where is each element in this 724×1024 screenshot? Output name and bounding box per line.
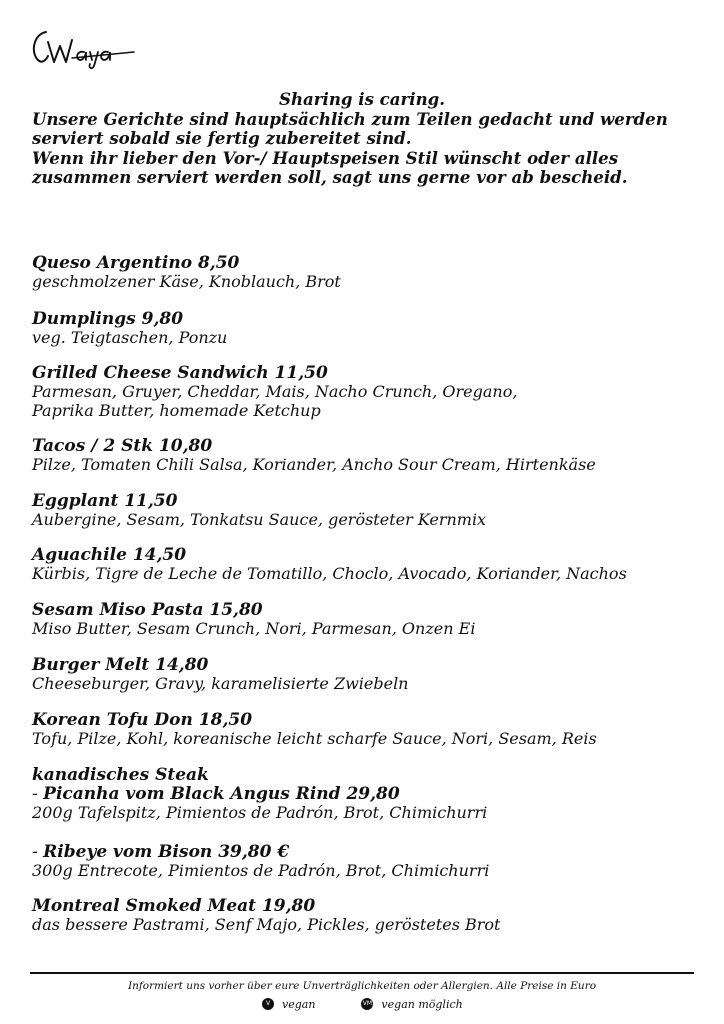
menu-item-burger-melt (32, 656, 408, 694)
menu-subitem-description: 200g Tafelspitz, Pimientos de Padrón, Brot, Chimichurri (32, 803, 488, 822)
menu-item-title: Sesam Miso Pasta 15,80 (32, 600, 263, 620)
menu-item-tacos (32, 437, 596, 475)
intro-line: zusammen serviert werden soll, sagt uns gerne vor ab bescheid. (32, 167, 628, 187)
waya-logo-icon (28, 22, 138, 72)
subitem-title-text: Picanha vom Black Angus Rind 29,80 (43, 784, 400, 804)
menu-item-title: Burger Melt 14,80 (32, 655, 209, 675)
menu-subitem-description: 300g Entrecote, Pimientos de Padrón, Brot, Chimichurri (32, 860, 490, 880)
menu-item-sesam-miso-pasta (32, 601, 475, 639)
subitem-title-text: Ribeye vom Bison 39,80 € (43, 841, 290, 862)
intro-line: Unsere Gerichte sind hauptsächlich zum Teilen gedacht und werden (32, 108, 668, 129)
menu-item-dumplings (32, 310, 227, 348)
menu-item-description: das bessere Pastrami, Senf Majo, Pickles, geröstetes Brot (32, 915, 501, 934)
menu-item-description: geschmolzener Käse, Knoblauch, Brot (32, 272, 341, 291)
brand-logo (28, 22, 138, 72)
menu-item-montreal-smoked-meat (32, 897, 500, 935)
menu-item-title: kanadisches Steak (32, 765, 209, 785)
subitem-dash: - (32, 784, 44, 804)
menu-item-description: Parmesan, Gruyer, Cheddar, Mais, Nacho Crunch, Oregano, (32, 382, 518, 401)
menu-item-title: Tacos / 2 Stk 10,80 (32, 436, 213, 456)
menu-item-kanadisches-steak (32, 766, 489, 880)
intro-text (32, 90, 692, 188)
menu-item-description: veg. Teigtaschen, Ponzu (32, 328, 228, 347)
menu-item-title: Eggplant 11,50 (32, 491, 178, 511)
menu-item-description: Cheeseburger, Gravy, karamelisierte Zwiebeln (32, 674, 409, 693)
intro-line: Wenn ihr lieber den Vor-/ Hauptspeisen Stil wünscht oder alles (32, 147, 619, 168)
legend-label: vegan möglich (381, 997, 463, 1011)
intro-headline: Sharing is caring. (278, 89, 446, 109)
menu-subitem-title (32, 843, 489, 862)
menu-item-eggplant (32, 492, 486, 530)
menu-item-grilled-cheese-sandwich (32, 364, 517, 420)
vegan-possible-icon: VM (361, 998, 373, 1010)
subitem-dash: - (32, 841, 44, 862)
menu-item-title: Montreal Smoked Meat 19,80 (32, 896, 316, 916)
menu-item-title: Korean Tofu Don 18,50 (32, 710, 253, 730)
menu-item-queso-argentino (32, 254, 341, 292)
legend-label: vegan (282, 997, 316, 1011)
menu-item-description: Tofu, Pilze, Kohl, koreanische leicht scharfe Sauce, Nori, Sesam, Reis (32, 729, 597, 748)
allergy-note: Informiert uns vorher über eure Unverträglichkeiten oder Allergien. Alle Preise in Euro (127, 980, 597, 992)
vegan-icon: V (262, 998, 274, 1010)
menu-item-description: Kürbis, Tigre de Leche de Tomatillo, Choclo, Avocado, Koriander, Nachos (32, 564, 627, 583)
menu-subitem-title (32, 785, 489, 804)
menu-item-title: Grilled Cheese Sandwich 11,50 (32, 363, 328, 383)
menu-item-description: Miso Butter, Sesam Crunch, Nori, Parmesan, Onzen Ei (32, 619, 476, 638)
menu-item-title: Queso Argentino 8,50 (32, 253, 240, 273)
footer-divider (30, 972, 694, 974)
diet-legend (262, 996, 463, 1012)
legend-vegan (262, 998, 315, 1011)
menu-item-korean-tofu-don (32, 711, 597, 749)
menu-item-title: Dumplings 9,80 (32, 309, 184, 329)
menu-item-aguachile (32, 546, 627, 584)
menu-item-description: Pilze, Tomaten Chili Salsa, Koriander, Ancho Sour Cream, Hirtenkäse (32, 455, 596, 474)
legend-vegan-possible (361, 998, 462, 1011)
intro-line: serviert sobald sie fertig zubereitet sind. (32, 128, 412, 148)
menu-item-title: Aguachile 14,50 (32, 545, 187, 565)
menu-item-description: Paprika Butter, homemade Ketchup (32, 400, 321, 420)
menu-item-description: Aubergine, Sesam, Tonkatsu Sauce, gerösteter Kernmix (32, 510, 487, 529)
